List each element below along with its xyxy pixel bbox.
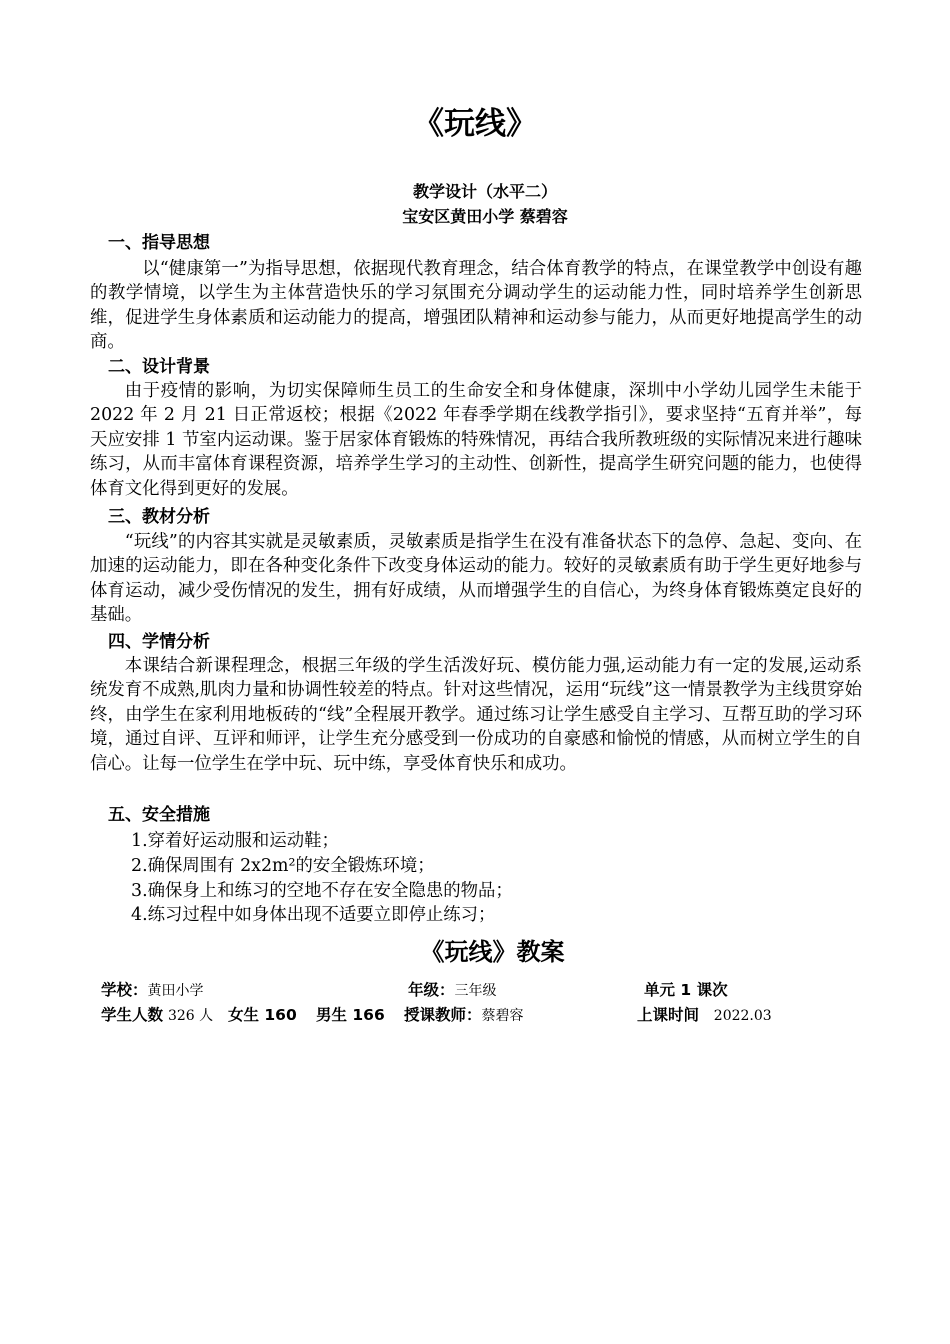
grade-value: 三年级	[454, 983, 497, 999]
safety-item: 3.确保身上和练习的空地不存在安全隐患的物品；	[131, 881, 513, 901]
teacher-info	[404, 1004, 524, 1027]
page-title: 《玩线》	[413, 106, 537, 142]
student-count-value: 326 人	[167, 1008, 214, 1024]
school-label: 学校：	[101, 981, 148, 999]
class-time-label: 上课时间	[637, 1006, 700, 1024]
male-count	[316, 1004, 385, 1026]
heading-design-background: 二、设计背景	[108, 357, 210, 377]
student-count-info	[101, 1004, 213, 1027]
school-info	[101, 979, 204, 1002]
male-count-label: 男生 166	[316, 1006, 385, 1024]
class-time-info	[637, 1004, 772, 1027]
unit-info	[644, 979, 728, 1001]
grade-info	[408, 979, 497, 1002]
author-line: 宝安区黄田小学 蔡碧容	[402, 207, 568, 226]
class-time-value: 2022.03	[713, 1008, 772, 1024]
paragraph-guiding-ideas: 以“健康第一”为指导思想，依据现代教育理念，结合体育教学的特点，在课堂教学中创设有趣的教学情境，以学生为主体营造快乐的学习氛围充分调动学生的运动能力性，同时培养学生创新思维，促进学生身体素质和运动能力的提高，增强团队精神和运动参与能力，从而更好地提高学生的动商。	[90, 259, 862, 353]
safety-item: 2.确保周围有 2x2m²的安全锻炼环境；	[131, 856, 435, 876]
unit-label: 单元 1 课次	[644, 981, 728, 999]
design-subtitle: 教学设计（水平二）	[412, 182, 557, 201]
lesson-plan-title: 《玩线》教案	[420, 938, 565, 966]
female-count	[228, 1004, 297, 1026]
grade-label: 年级：	[408, 981, 455, 999]
teacher-value: 蔡碧容	[481, 1008, 524, 1024]
student-count-label: 学生人数	[101, 1006, 164, 1024]
safety-item: 1.穿着好运动服和运动鞋；	[131, 831, 339, 851]
safety-item: 4.练习过程中如身体出现不适要立即停止练习；	[131, 905, 496, 925]
heading-material-analysis: 三、教材分析	[108, 507, 210, 527]
heading-guiding-ideas: 一、指导思想	[108, 233, 210, 253]
teacher-label: 授课教师：	[404, 1006, 482, 1024]
paragraph-design-background: 由于疫情的影响，为切实保障师生员工的生命安全和身体健康，深圳中小学幼儿园学生未能于 2022 年 2 月 21 日正常返校；根据《2022 年春季学期在线教学指引》，要求坚持“五育并举”，每天应安排 1 节室内运动课。鉴于居家体育锻炼的特殊情况，再结合我所教班级的实际情况来进行趣味练习，从而丰富体育课程资源，培养学生学习的主动性、创新性，提高学生研究问题的能力，也使得体育文化得到更好的发展。	[90, 381, 862, 499]
heading-student-analysis: 四、学情分析	[108, 632, 210, 652]
female-count-label: 女生 160	[228, 1006, 297, 1024]
heading-safety-measures: 五、安全措施	[108, 805, 210, 825]
paragraph-material-analysis: “玩线”的内容其实就是灵敏素质，灵敏素质是指学生在没有准备状态下的急停、急起、变向、在加速的运动能力，即在各种变化条件下改变身体运动的能力。较好的灵敏素质有助于学生更好地参与体育运动，减少受伤情况的发生，拥有好成绩，从而增强学生的自信心，为终身体育锻炼奠定良好的基础。	[90, 532, 862, 626]
paragraph-student-analysis: 本课结合新课程理念，根据三年级的学生活泼好玩、模仿能力强,运动能力有一定的发展,运动系统发育不成熟,肌肉力量和协调性较差的特点。针对这些情况，运用“玩线”这一情景教学为主线贯穿始终，由学生在家利用地板砖的“线”全程展开教学。通过练习让学生感受自主学习、互帮互助的学习环境，通过自评、互评和师评，让学生充分感受到一份成功的自豪感和愉悦的情感，从而树立学生的自信心。让每一位学生在学中玩、玩中练，享受体育快乐和成功。	[90, 656, 862, 774]
school-value: 黄田小学	[147, 983, 204, 999]
